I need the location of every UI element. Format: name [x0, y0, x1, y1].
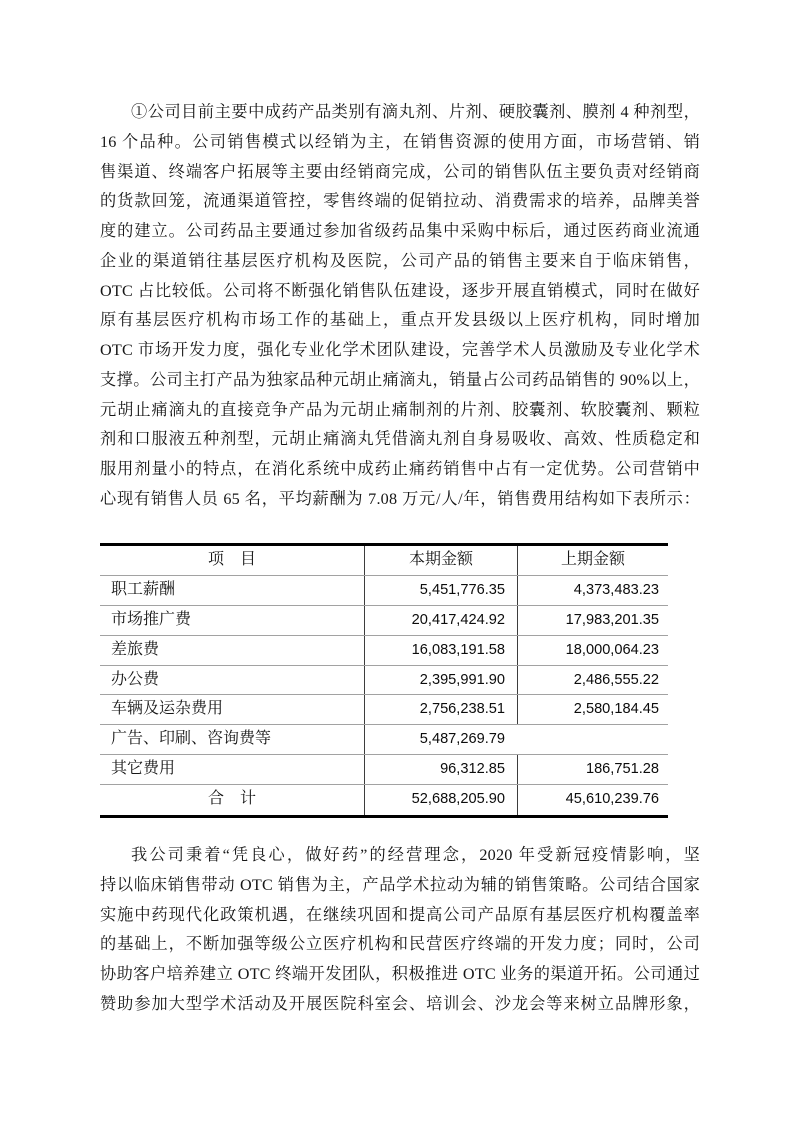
current-amount-cell: 2,756,238.51: [365, 695, 518, 724]
item-cell: 其它费用: [100, 755, 365, 784]
paragraph-line: 16 个品种。公司销售模式以经销为主，在销售资源的使用方面，市场营销、销: [100, 132, 700, 151]
table-row: [100, 576, 668, 606]
paragraph-line: 剂和口服液五种剂型，元胡止痛滴丸凭借滴丸剂自身易吸收、高效、性质稳定和: [100, 430, 700, 449]
current-amount-cell: 52,688,205.90: [365, 785, 518, 815]
paragraph-line: 协助客户培养建立 OTC 终端开发团队，积极推进 OTC 业务的渠道开拓。公司通过: [100, 965, 700, 983]
current-amount-cell: 96,312.85: [365, 755, 518, 784]
item-cell: 市场推广费: [100, 606, 365, 635]
prior-amount-cell: 4,373,483.23: [573, 581, 659, 598]
current-amount-cell: 16,083,191.58: [365, 636, 518, 665]
table-row: [100, 606, 668, 636]
paragraph-line: 我公司秉着“凭良心，做好药”的经营理念，2020 年受新冠疫情影响，坚: [131, 846, 700, 864]
table-row: [100, 695, 668, 725]
item-cell: 差旅费: [100, 636, 365, 665]
current-amount-cell: 5,451,776.35: [365, 576, 518, 605]
paragraph-line: 企业的渠道销往基层医疗机构及医院，公司产品的销售主要来自于临床销售，: [100, 251, 700, 270]
column-header-prior: 上期金额: [560, 551, 625, 568]
paragraph-line: 心现有销售人员 65 名，平均薪酬为 7.08 万元/人/年，销售费用结构如下表所示：: [100, 489, 700, 508]
item-cell: 职工薪酬: [100, 576, 365, 605]
total-label-cell: 合 计: [100, 785, 365, 815]
paragraph-line: 售渠道、终端客户拓展等主要由经销商完成，公司的销售队伍主要负责对经销商: [100, 162, 700, 181]
current-amount-cell: 2,395,991.90: [365, 666, 518, 695]
table-row: [100, 755, 668, 785]
paragraph-line: 支撑。公司主打产品为独家品种元胡止痛滴丸，销量占公司药品销售的 90%以上，: [100, 370, 700, 389]
paragraph-line: 度的建立。公司药品主要通过参加省级药品集中采购中标后，通过医药商业流通: [100, 222, 700, 240]
paragraph-line: 元胡止痛滴丸的直接竞争产品为元胡止痛制剂的片剂、胶囊剂、软胶囊剂、颗粒: [100, 400, 700, 419]
current-amount-cell: 5,487,269.79: [419, 731, 505, 748]
column-header-item: 项 目: [100, 546, 365, 575]
prior-amount-cell: 2,486,555.22: [573, 671, 659, 688]
paragraph-line: 持以临床销售带动 OTC 销售为主，产品学术拉动为辅的销售策略。公司结合国家: [100, 875, 700, 894]
paragraph-line: ①公司目前主要中成药产品类别有滴丸剂、片剂、硬胶囊剂、膜剂 4 种剂型，: [131, 103, 700, 121]
item-cell: 车辆及运杂费用: [100, 695, 365, 724]
prior-amount-cell: 18,000,064.23: [565, 641, 659, 658]
table-row: [100, 666, 668, 696]
paragraph-line: 实施中药现代化政策机遇，在继续巩固和提高公司产品原有基层医疗机构覆盖率: [100, 905, 700, 924]
paragraph-line: 赞助参加大型学术活动及开展医院科室会、培训会、沙龙会等来树立品牌形象，: [100, 994, 700, 1013]
paragraph-line: 原有基层医疗机构市场工作的基础上，重点开发县级以上医疗机构，同时增加: [100, 311, 700, 330]
paragraph-line: OTC 市场开发力度，强化专业化学术团队建设，完善学术人员激励及专业化学术: [100, 341, 700, 359]
paragraph-line: 的货款回笼，流通渠道管控，零售终端的促销拉动、消费需求的培养，品牌美誉: [100, 192, 700, 211]
item-cell: 广告、印刷、咨询费等: [100, 725, 365, 754]
table-row: [100, 725, 668, 755]
table-header-row: [100, 546, 668, 576]
paragraph-line: 服用剂量小的特点，在消化系统中成药止痛药销售中占有一定优势。公司营销中: [100, 460, 700, 478]
prior-amount-cell: 2,580,184.45: [573, 701, 659, 718]
table-total-row: [100, 785, 668, 815]
sales-expense-table: [100, 543, 668, 818]
column-header-current: 本期金额: [365, 546, 518, 575]
prior-amount-cell: 17,983,201.35: [565, 611, 659, 628]
prior-amount-cell: 45,610,239.76: [565, 791, 659, 808]
body-paragraph-2: [100, 841, 700, 1020]
prior-amount-cell: 186,751.28: [585, 761, 659, 778]
prior-amount-cell: [518, 725, 668, 754]
paragraph-line: 的基础上，不断加强等级公立医疗机构和民营医疗终端的开发力度；同时，公司: [100, 935, 700, 954]
body-paragraph-1: [100, 98, 700, 515]
paragraph-line: OTC 占比较低。公司将不断强化销售队伍建设，逐步开展直销模式，同时在做好: [100, 281, 700, 300]
item-cell: 办公费: [100, 666, 365, 695]
table-row: [100, 636, 668, 666]
current-amount-cell: 20,417,424.92: [365, 606, 518, 635]
